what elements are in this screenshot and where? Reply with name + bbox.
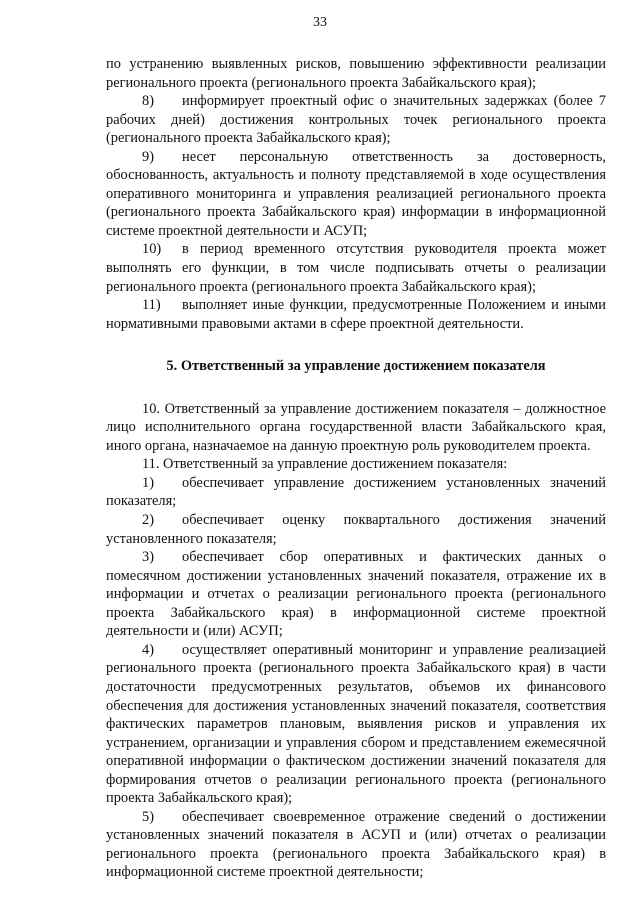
list-item-number: 2) <box>142 512 154 529</box>
list-item-text: по устранению выявленных рисков, повышению эффективности реализации регионального проекта (регионального проекта Забайкальского края); <box>106 56 606 91</box>
list-item-number: 4) <box>142 641 154 658</box>
list-item-number: 11) <box>142 297 161 314</box>
list-item <box>106 511 606 548</box>
list-item-text: обеспечивает оценку поквартального достижения значений установленного показателя; <box>106 512 606 547</box>
list-item-text: информирует проектный офис о значительных задержках (более 7 рабочих дней) достижения контрольных точек регионального проекта (регионального проекта Забайкальского края); <box>106 93 606 147</box>
list-item-text: несет персональную ответственность за достоверность, обоснованность, актуальность и полноту представляемой в ходе осуществления оперативного мониторинга и управления реализацией регионального проекта (регионального проекта Забайкальского края) информации в информационной системе проектной деятельности и АСУП; <box>106 148 606 239</box>
list-item <box>106 641 606 808</box>
section-heading: 5. Ответственный за управление достижением показателя <box>166 358 546 375</box>
list-item-text: обеспечивает управление достижением установленных значений показателя; <box>106 474 606 510</box>
list-item <box>106 148 606 241</box>
page-number: 33 <box>313 15 327 30</box>
list-item-text: обеспечивает своевременное отражение сведений о достижении установленных значений показателя в АСУП и (или) отчетах о реализации регионального проекта (регионального проекта Забайкальского края) в информационной системе проектной деятельности; <box>106 808 606 881</box>
list-item-text: осуществляет оперативный мониторинг и управление реализацией регионального проекта (регионального проекта Забайкальского края) в части достаточности предусмотренных результатов, объемов их финансового обеспечения для достижения установленных значений показателя, соответствия фактических параметров плановым, выявления рисков и управления их устранением, организации и управления сбором и представлением ежемесячной оперативной информации о фактическом достижении значений показателя для формирования отчетов о реализации регионального проекта (регионального проекта Забайкальского края); <box>106 641 606 807</box>
list-item <box>106 808 606 882</box>
list-item-number: 10) <box>142 241 162 258</box>
list-item-number: 3) <box>142 549 154 566</box>
list-item <box>106 474 606 511</box>
list-item <box>106 548 606 641</box>
list-item <box>106 240 606 296</box>
list-item-text: в период временного отсутствия руководителя проекта может выполнять его функции, в том числе подписывать отчеты о реализации регионального проекта (регионального проекта Забайкальского края); <box>106 241 606 295</box>
list-item <box>106 92 606 148</box>
list-item-number: 8) <box>142 93 154 110</box>
list-item-number: 9) <box>142 148 154 165</box>
list-item-text: выполняет иные функции, предусмотренные Положением и иными нормативными правовыми актами в сфере проектной деятельности. <box>106 297 606 332</box>
list-item-number: 1) <box>142 474 154 491</box>
list-item-continuation <box>106 55 606 92</box>
list-item-number: 5) <box>142 808 154 825</box>
clause-11: 11. Ответственный за управление достижением показателя: <box>142 456 508 473</box>
clause-10: 10. Ответственный за управление достижением показателя – должностное лицо исполнительного органа государственной власти Забайкальского края, иного органа, назначаемое на данную проектную роль руководителем проекта. <box>106 400 606 454</box>
list-item <box>106 296 606 333</box>
list-item-text: обеспечивает сбор оперативных и фактических данных о помесячном достижении установленных значений показателя, отражение их в информации и отчетах о реализации регионального проекта (регионального проекта Забайкальского края) в информационной системе проектной деятельности и (или) АСУП; <box>106 549 606 640</box>
document-body <box>106 55 606 882</box>
